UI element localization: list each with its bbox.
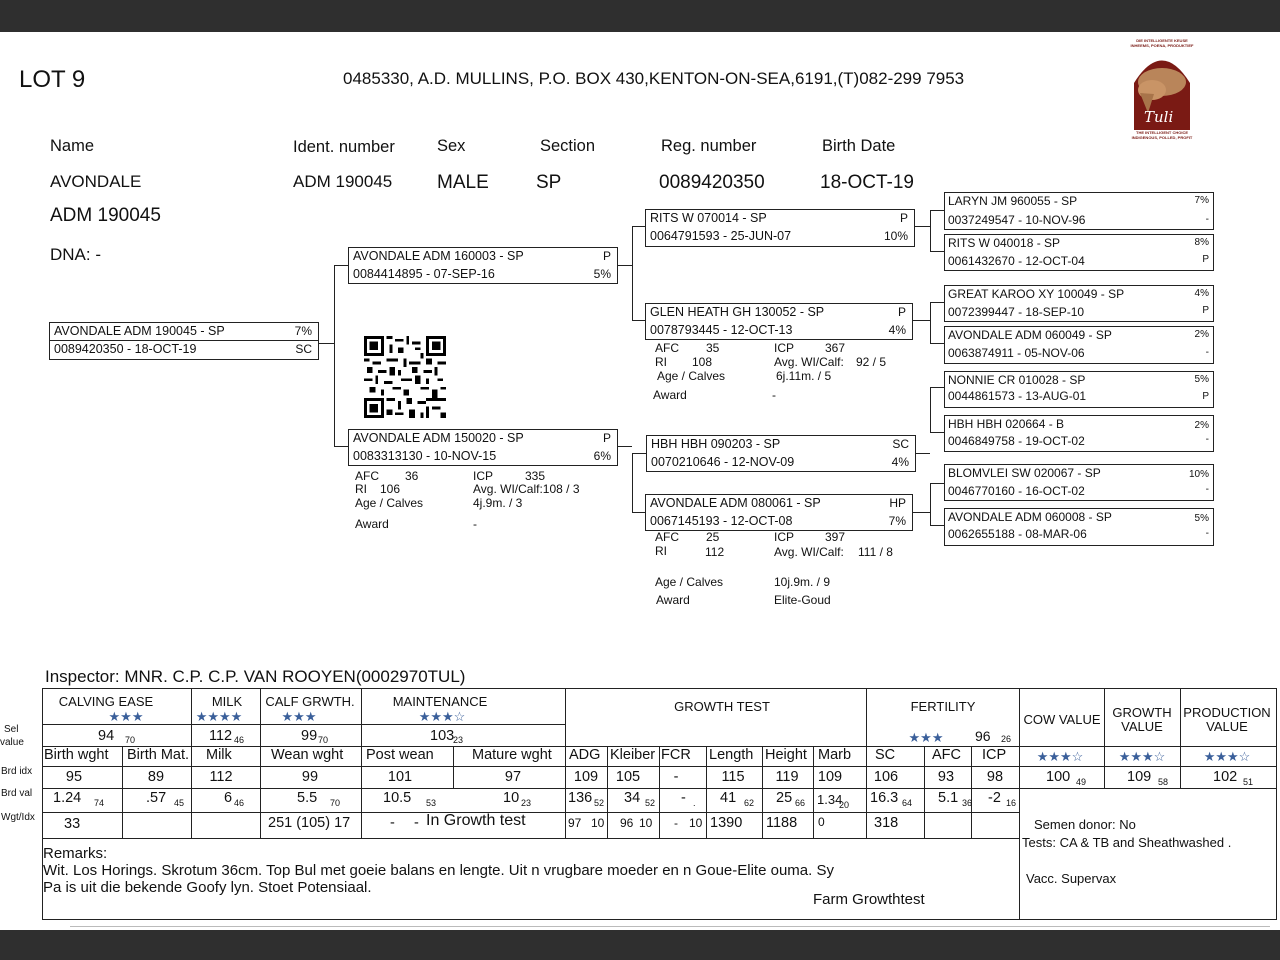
- sel-maintenance: 103: [430, 728, 455, 744]
- sel-fertility: 96: [975, 728, 991, 744]
- logo-top-text: DIE INTELLIGENTE KEUSE INHEEMS, POENA, PRODUKTIEF: [1130, 38, 1194, 48]
- brd-idx-growth-value: 109: [1127, 769, 1152, 785]
- dna: DNA: -: [50, 245, 101, 264]
- col-length: Length: [709, 747, 754, 763]
- wgt-mature: -: [414, 815, 419, 831]
- brd-val-adg: 136: [568, 790, 593, 806]
- connector: [913, 512, 930, 513]
- wgt-fcr: -: [674, 816, 678, 830]
- col-afc: AFC: [932, 747, 961, 763]
- brd-val-post-wean: 10.5: [383, 790, 412, 806]
- connector: [930, 483, 944, 484]
- pedigree-g3-8: AVONDALE ADM 060008 - SP 0062655188 - 08-MAR-06 5% -: [944, 508, 1214, 546]
- wgt-kleiber-idx: 10: [639, 816, 653, 830]
- sel-calf: 99: [301, 728, 318, 744]
- brd-val-fcr: -: [681, 790, 686, 806]
- group-fertility: FERTILITY: [910, 699, 976, 714]
- brd-val-milk: 6: [224, 790, 233, 806]
- col-height: Height: [765, 747, 807, 763]
- sel-calving-acc: 70: [125, 735, 136, 745]
- group-growth-value: GROWTH: [1112, 705, 1172, 720]
- sel-milk-acc: 46: [234, 735, 245, 745]
- pedigree-g3-3: GREAT KAROO XY 100049 - SP 0072399447 - 18-SEP-10 4% P: [944, 285, 1214, 322]
- brd-idx-post-wean: 101: [387, 769, 413, 785]
- sel-calving: 94: [98, 728, 115, 744]
- tests: Tests: CA & TB and Sheathwashed .: [1022, 835, 1232, 850]
- pedigree-sire-dam: GLEN HEATH GH 130052 - SP 0078793445 - 12-OCT-13 P 4%: [645, 303, 913, 340]
- connector: [632, 226, 645, 227]
- pedigree-sire-sire: RITS W 070014 - SP 0064791593 - 25-JUN-07 P 10%: [645, 209, 915, 247]
- brd-val-icp: -2: [988, 790, 1001, 806]
- group-calf-growth: CALF GRWTH.: [265, 694, 355, 709]
- row-label-sel: Sel: [4, 724, 19, 735]
- connector: [318, 343, 334, 344]
- connector: [334, 446, 349, 447]
- wgt-height: 1188: [766, 815, 798, 831]
- connector: [930, 387, 931, 433]
- brd-idx-production-value-acc: 51: [1243, 777, 1254, 787]
- wgt-kleiber: 96: [620, 816, 634, 830]
- pedigree-g3-7: BLOMVLEI SW 020067 - SP 0046770160 - 16-OCT-02 10% -: [944, 464, 1214, 501]
- col-fcr: FCR: [661, 747, 691, 763]
- connector: [930, 432, 944, 433]
- pedigree-sire: AVONDALE ADM 160003 - SP 0084414895 - 07-SEP-16 P 5%: [348, 247, 618, 284]
- brd-val-afc: 5.1: [938, 790, 959, 806]
- wgt-wean: 251 (105) 17: [268, 815, 351, 831]
- stars-milk: ★★★★: [195, 709, 243, 724]
- group-production-value: PRODUCTION: [1183, 705, 1271, 720]
- brd-idx-cow-value-acc: 49: [1076, 777, 1087, 787]
- wgt-post-wean: -: [390, 815, 395, 831]
- logo-bottom-text: THE INTELLIGENT CHOICE INDIGENOUS, POLLED, PROFIT: [1131, 130, 1193, 140]
- owner-details: 0485330, A.D. MULLINS, P.O. BOX 430,KENTON-ON-SEA,6191,(T)082-299 7953: [343, 69, 965, 88]
- stars-calving: ★★★: [108, 709, 144, 724]
- animal-reg: 0089420350: [659, 172, 765, 193]
- semen-donor: Semen donor: No: [1034, 817, 1136, 832]
- animal-section: SP: [536, 172, 562, 193]
- remarks-line-1: Wit. Los Horings. Skrotum 36cm. Top Bul met goeie balans en lengte. Uit n vrugbare moeder en n Goue-Elite ouma. Sy: [43, 862, 834, 879]
- brd-idx-birth-wght: 95: [65, 769, 83, 785]
- connector: [930, 483, 931, 525]
- brd-idx-birth-mat: 89: [147, 769, 165, 785]
- connector: [632, 453, 633, 513]
- header-ident: Ident. number: [293, 138, 395, 156]
- animal-name: AVONDALE: [50, 172, 142, 191]
- col-adg: ADG: [569, 747, 601, 763]
- connector: [913, 320, 930, 321]
- pedigree-dam-dam: AVONDALE ADM 080061 - SP 0067145193 - 12-OCT-08 HP 7%: [645, 494, 913, 531]
- brd-val-length: 41: [720, 790, 737, 806]
- col-birth-wght: Birth wght: [44, 747, 109, 763]
- connector: [930, 302, 931, 343]
- col-sc: SC: [875, 747, 896, 763]
- row-label-brd-idx: Brd idx: [1, 766, 33, 777]
- connector: [930, 525, 944, 526]
- col-mature-wght: Mature wght: [472, 747, 552, 763]
- tuli-logo: [1122, 38, 1202, 142]
- group-calving-ease: CALVING EASE: [58, 694, 154, 709]
- connector: [930, 210, 944, 211]
- growth-test-note: In Growth test: [426, 812, 526, 829]
- header-name: Name: [50, 137, 95, 155]
- inspector: Inspector: MNR. C.P. C.P. VAN ROOYEN(0002970TUL): [45, 667, 466, 686]
- brd-idx-growth-value-acc: 58: [1158, 777, 1169, 787]
- remarks-title: Remarks:: [43, 845, 108, 862]
- header-section: Section: [540, 137, 596, 155]
- brd-idx-afc: 93: [937, 769, 955, 785]
- stars-maintenance: ★★★☆: [418, 709, 466, 724]
- group-maintenance: MAINTENANCE: [392, 694, 488, 709]
- pedigree-dam-sire: HBH HBH 090203 - SP 0070210646 - 12-NOV-09 SC 4%: [646, 435, 916, 472]
- lot-number: LOT 9: [19, 66, 86, 93]
- row-label-brd-val: Brd val: [1, 788, 33, 799]
- cattle-logo-icon: [1122, 38, 1202, 142]
- animal-ident: ADM 190045: [293, 172, 393, 191]
- pedigree-g3-4: AVONDALE ADM 060049 - SP 0063874911 - 05-NOV-06 2% -: [944, 326, 1214, 364]
- stars-calf: ★★★: [281, 709, 317, 724]
- brd-idx-fcr: -: [673, 769, 679, 785]
- brd-idx-sc: 106: [873, 769, 899, 785]
- pedigree-g3-1: LARYN JM 960055 - SP 0037249547 - 10-NOV-96 7% -: [944, 192, 1214, 230]
- wgt-marb: 0: [818, 815, 825, 829]
- connector: [930, 210, 931, 251]
- group-production-value-2: VALUE: [1206, 719, 1248, 734]
- animal-birth: 18-OCT-19: [820, 172, 914, 193]
- sel-fertility-acc: 26: [1001, 734, 1012, 744]
- connector: [916, 453, 930, 454]
- brd-val-birth-wght: 1.24: [53, 790, 82, 806]
- pedigree-self: AVONDALE ADM 190045 - SP 0089420350 - 18-OCT-19 7% SC: [49, 322, 319, 360]
- connector: [632, 320, 645, 321]
- pedigree-g3-2: RITS W 040018 - SP 0061432670 - 12-OCT-04 8% P: [944, 234, 1214, 271]
- header-birth: Birth Date: [822, 137, 896, 155]
- animal-ident-large: ADM 190045: [50, 205, 161, 226]
- row-label-value: value: [0, 737, 24, 748]
- group-milk: MILK: [211, 694, 243, 709]
- wgt-sc: 318: [874, 815, 899, 831]
- bottom-bar: [0, 930, 1280, 960]
- connector: [632, 226, 633, 321]
- brd-idx-cow-value: 100: [1046, 769, 1071, 785]
- connector: [930, 387, 944, 388]
- stars-fertility: ★★★: [908, 730, 944, 745]
- connector: [617, 446, 632, 447]
- brd-idx-marb: 109: [817, 769, 843, 785]
- brd-idx-height: 119: [775, 769, 799, 785]
- sel-maintenance-acc: 23: [453, 735, 464, 745]
- brd-idx-production-value: 102: [1213, 769, 1238, 785]
- header-sex: Sex: [437, 137, 466, 155]
- brd-val-height: 25: [776, 790, 793, 806]
- header-reg: Reg. number: [661, 137, 757, 155]
- col-milk: Milk: [206, 747, 232, 763]
- stars-cow: ★★★☆: [1036, 749, 1084, 764]
- group-growth-value-2: VALUE: [1121, 719, 1163, 734]
- sel-calf-acc: 70: [318, 735, 329, 745]
- col-wean-wght: Wean wght: [271, 747, 344, 763]
- col-marb: Marb: [818, 747, 852, 763]
- group-cow-value: COW VALUE: [1023, 712, 1101, 727]
- logo-name: Tuli: [1144, 108, 1174, 126]
- sel-milk: 112: [209, 728, 233, 744]
- wgt-fcr-idx: 10: [689, 816, 703, 830]
- pedigree-g3-6: HBH HBH 020664 - B 0046849758 - 19-OCT-02 2% -: [944, 415, 1214, 452]
- col-birth-mat: Birth Mat.: [127, 747, 190, 763]
- brd-idx-milk: 112: [209, 769, 233, 785]
- col-post-wean: Post wean: [366, 747, 434, 763]
- connector: [617, 265, 632, 266]
- stars-growth: ★★★☆: [1118, 749, 1166, 764]
- brd-val-mature-wght: 10: [503, 790, 520, 806]
- qr-code-icon: [362, 336, 448, 418]
- pedigree-dam: AVONDALE ADM 150020 - SP 0083313130 - 10-NOV-15 P 6%: [348, 429, 618, 466]
- vaccination: Vacc. Supervax: [1026, 871, 1117, 886]
- animal-sex: MALE: [437, 172, 489, 193]
- brd-idx-icp: 98: [986, 769, 1004, 785]
- remarks-line-2: Pa is uit die bekende Goofy lyn. Stoet Potensiaal.: [43, 879, 372, 896]
- connector: [915, 226, 930, 227]
- top-bar: [0, 0, 1280, 32]
- group-growth-test: GROWTH TEST: [674, 699, 770, 714]
- farm-growthtest: Farm Growthtest: [813, 891, 925, 908]
- connector: [930, 302, 944, 303]
- brd-idx-kleiber: 105: [615, 769, 641, 785]
- connector: [632, 453, 646, 454]
- connector: [930, 343, 944, 344]
- row-label-wgt: Wgt/Idx: [1, 812, 35, 823]
- brd-val-birth-mat: .57: [146, 790, 167, 806]
- brd-idx-wean-wght: 99: [301, 769, 319, 785]
- connector: [930, 251, 944, 252]
- brd-val-kleiber: 34: [624, 790, 641, 806]
- col-kleiber: Kleiber: [610, 747, 656, 763]
- wgt-adg: 97: [568, 816, 582, 830]
- connector: [334, 265, 335, 447]
- stars-production: ★★★☆: [1203, 749, 1251, 764]
- brd-idx-length: 115: [721, 769, 745, 785]
- brd-val-sc: 16.3: [870, 790, 899, 806]
- pedigree-g3-5: NONNIE CR 010028 - SP 0044861573 - 13-AUG-01 5% P: [944, 371, 1214, 408]
- col-icp: ICP: [982, 747, 1007, 763]
- wgt-length: 1390: [710, 815, 743, 831]
- brd-idx-adg: 109: [573, 769, 599, 785]
- connector: [334, 265, 349, 266]
- brd-val-marb: 1.34: [817, 792, 843, 807]
- brd-idx-mature-wght: 97: [504, 769, 522, 785]
- brd-val-wean-wght: 5.5: [297, 790, 318, 806]
- connector: [632, 512, 646, 513]
- wgt-birth: 33: [64, 816, 81, 832]
- wgt-adg-idx: 10: [591, 816, 605, 830]
